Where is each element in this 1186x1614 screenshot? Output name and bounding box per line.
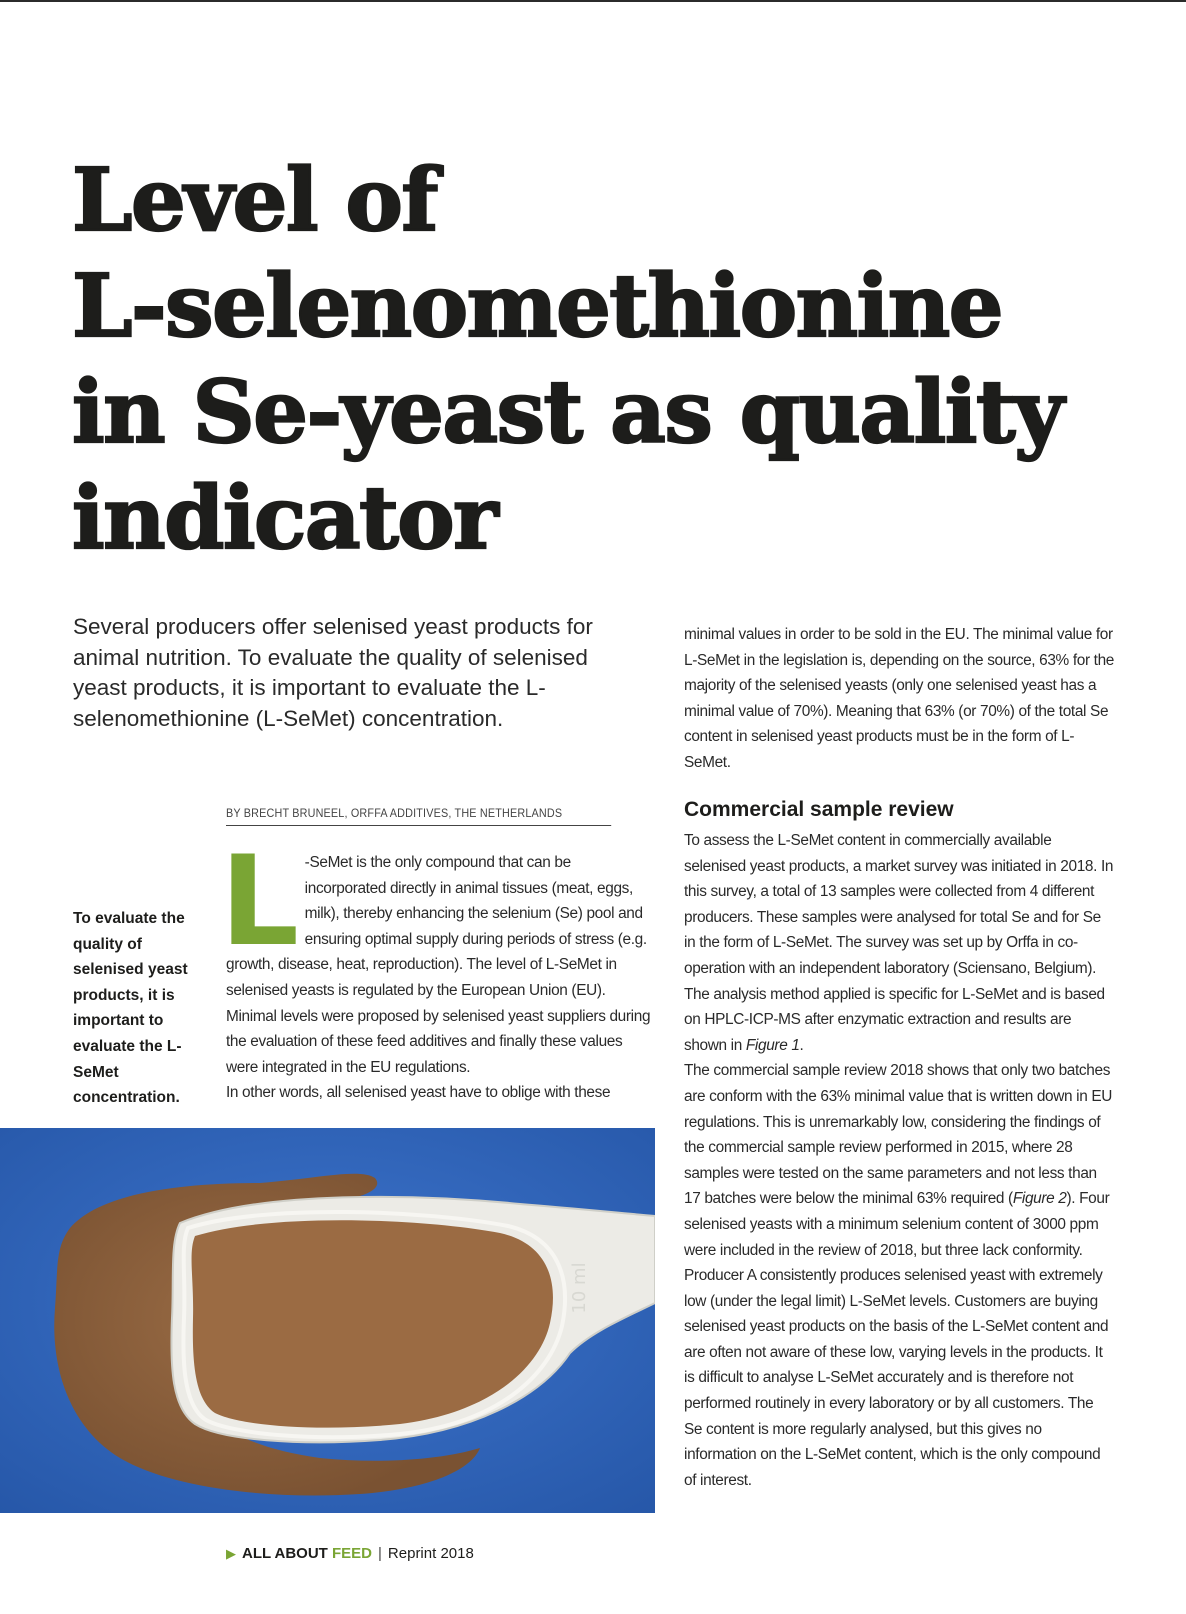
article-body bbox=[220, 830, 656, 1106]
right-column-continued-text: minimal values in order to be sold in the EU. The minimal value for L-SeMet in the legislation is, depending on the source, 63% for the majority of the selenised yeasts (only one selenised yeast has a minimal value of 70%). Meaning that 63% (or 70%) of the total Se content in selenised yeast products must be in the form of L-SeMet. bbox=[684, 626, 1115, 771]
selenised-yeast-photo bbox=[0, 1128, 655, 1513]
publication-name: ALL ABOUT bbox=[242, 1545, 332, 1562]
figure-2-reference: Figure 2 bbox=[1012, 1190, 1067, 1208]
page-footer bbox=[226, 1545, 474, 1562]
byline: BY BRECHT BRUNEEL, ORFFA ADDITIVES, THE NETHERLANDS bbox=[226, 806, 611, 826]
section-paragraph-1: To assess the L-SeMet content in commercially available selenised yeast products, a market survey was initiated in 2018. In this survey, a total of 13 samples were collected from 4 different producers. These samples were analysed for total Se and for Se in the form of L-SeMet. The survey was set up by Orffa in co-operation with an independent laboratory (Sciensano, Belgium). The analysis method applied is specific for L-SeMet and is based on HPLC-ICP-MS after enzymatic extraction and results are shown in Figure 1. bbox=[684, 832, 1114, 1054]
section-heading: Commercial sample review bbox=[684, 798, 954, 821]
body-paragraph-1: L -SeMet is the only compound that can be incorporated directly in animal tissues (meat, eggs, milk), thereby enhancing the selenium (Se) pool and ensuring optimal supply during periods of stress (e.g. growth, disease, heat, reproduction). The level of L-SeMet in selenised yeasts is regulated by the European Union (EU). Minimal levels were proposed by selenised yeast suppliers during the evaluation of these feed additives and finally these values were integrated in the EU regulations. bbox=[220, 830, 651, 1076]
edition-label: Reprint 2018 bbox=[387, 1545, 474, 1562]
figure-1-reference: Figure 1 bbox=[745, 1036, 800, 1054]
section-body bbox=[684, 828, 1114, 1493]
title-line-3: in Se-yeast as quality bbox=[72, 362, 1063, 463]
article-title bbox=[72, 148, 1152, 572]
title-line-1: Level of bbox=[72, 150, 437, 251]
drop-cap: L bbox=[220, 830, 299, 974]
publication-name-accent: FEED bbox=[332, 1545, 373, 1562]
title-line-2: L-selenomethionine bbox=[72, 256, 1003, 357]
title-line-4: indicator bbox=[72, 468, 497, 569]
top-rule bbox=[0, 0, 1186, 2]
play-arrow-icon: ▶ bbox=[226, 1546, 236, 1561]
spoon-volume-label: 10 ml bbox=[569, 1262, 590, 1314]
pull-quote: To evaluate the quality of selenised yeast products, it is important to evaluate the L-SeMet concentration. bbox=[73, 910, 188, 1107]
section-paragraph-2: The commercial sample review 2018 shows that only two batches are conform with the 63% minimal value that is written down in EU regulations. This is unremarkably low, considering the findings of the commercial sample review performed in 2015, where 28 samples were tested on the same parameters and not less than 17 batches were below the minimal 63% required (Figure 2). Four selenised yeasts with a minimum selenium content of 3000 ppm were included in the review of 2018, but three lack conformity. Producer A consistently produces selenised yeast with extremely low (under the legal limit) L-SeMet levels. Customers are buying selenised yeast products on the basis of the L-SeMet content and are often not aware of these low, varying levels in the products. It is difficult to analyse L-SeMet accurately and is therefore not performed routinely in every laboratory or by all customers. The Se content is more regularly analysed, but this gives no information on the L-SeMet content, which is the only compound of interest. bbox=[684, 1062, 1113, 1489]
body-paragraph-2: In other words, all selenised yeast have to oblige with these bbox=[226, 1084, 611, 1102]
footer-separator: | bbox=[378, 1545, 382, 1562]
intro-paragraph: Several producers offer selenised yeast products for animal nutrition. To evaluate the quality of selenised yeast products, it is important to evaluate the L-selenomethionine (L-SeMet) concentration. bbox=[73, 614, 593, 731]
